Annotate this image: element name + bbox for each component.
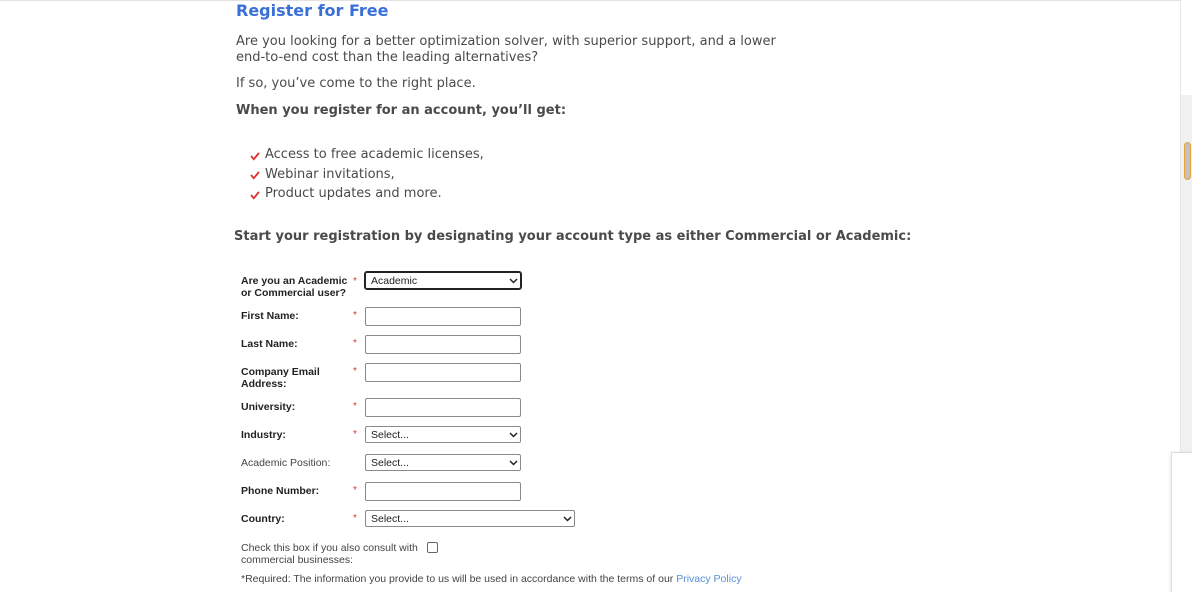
required-star: * bbox=[353, 366, 357, 377]
phone-label: Phone Number: bbox=[241, 485, 320, 497]
chevron-down-icon bbox=[506, 427, 520, 442]
intro-text: Are you looking for a better optimization solver, with superior support, and a lower end-to-end cost than the leading alternatives? bbox=[236, 34, 776, 65]
academic-position-value: Select... bbox=[371, 456, 409, 469]
scrollbar-thumb[interactable] bbox=[1184, 142, 1191, 180]
industry-select[interactable] bbox=[365, 426, 521, 443]
required-footnote bbox=[241, 573, 742, 585]
benefits-list bbox=[250, 145, 484, 204]
required-star: * bbox=[353, 338, 357, 349]
required-star: * bbox=[353, 276, 357, 287]
check-icon bbox=[250, 151, 260, 161]
university-input[interactable] bbox=[365, 398, 521, 417]
first-name-label: First Name: bbox=[241, 310, 299, 322]
required-star: * bbox=[353, 401, 357, 412]
required-star: * bbox=[353, 485, 357, 496]
last-name-input[interactable] bbox=[365, 335, 521, 354]
chevron-down-icon bbox=[560, 511, 574, 526]
academic-position-select[interactable] bbox=[365, 454, 521, 471]
list-item bbox=[250, 165, 484, 185]
intro-text-2: If so, you’ve come to the right place. bbox=[236, 76, 476, 91]
registration-heading: Start your registration by designating your account type as either Commercial or Academic: bbox=[234, 229, 912, 244]
email-field[interactable] bbox=[365, 363, 521, 382]
required-star: * bbox=[353, 513, 357, 524]
university-label: University: bbox=[241, 401, 296, 413]
scrollbar-top-area bbox=[1181, 0, 1192, 95]
first-name-input[interactable] bbox=[365, 307, 521, 326]
user-type-select[interactable] bbox=[365, 272, 521, 289]
user-type-value: Academic bbox=[371, 274, 418, 287]
list-item bbox=[250, 145, 484, 165]
check-icon bbox=[250, 170, 260, 180]
phone-input[interactable] bbox=[365, 482, 521, 501]
last-name-label: Last Name: bbox=[241, 338, 298, 350]
benefits-heading: When you register for an account, you’ll get: bbox=[236, 103, 567, 118]
industry-value: Select... bbox=[371, 428, 409, 441]
chevron-down-icon bbox=[506, 273, 520, 288]
country-label: Country: bbox=[241, 513, 285, 525]
benefit-label: Access to free academic licenses, bbox=[265, 147, 484, 162]
side-widget-panel[interactable] bbox=[1171, 452, 1192, 592]
country-value: Select... bbox=[371, 512, 409, 525]
top-divider bbox=[0, 0, 1180, 1]
chevron-down-icon bbox=[506, 455, 520, 470]
academic-position-label: Academic Position: bbox=[241, 457, 331, 469]
required-star: * bbox=[353, 429, 357, 440]
check-icon bbox=[250, 190, 260, 200]
privacy-policy-link[interactable]: Privacy Policy bbox=[676, 573, 742, 585]
industry-label: Industry: bbox=[241, 429, 286, 441]
user-type-label: Are you an Academic or Commercial user? bbox=[241, 275, 348, 299]
benefit-label: Webinar invitations, bbox=[265, 166, 395, 182]
consult-checkbox-label: Check this box if you also consult with commercial businesses: bbox=[241, 542, 418, 566]
required-star: * bbox=[353, 310, 357, 321]
footnote-text: *Required: The information you provide to us will be used in accordance with the terms of our bbox=[241, 573, 674, 585]
consult-checkbox[interactable] bbox=[427, 542, 438, 553]
email-label: Company Email Address: bbox=[241, 366, 320, 390]
list-item bbox=[250, 184, 484, 204]
country-select[interactable] bbox=[365, 510, 575, 527]
benefit-label: Product updates and more. bbox=[265, 186, 442, 201]
page-title: Register for Free bbox=[236, 1, 389, 20]
